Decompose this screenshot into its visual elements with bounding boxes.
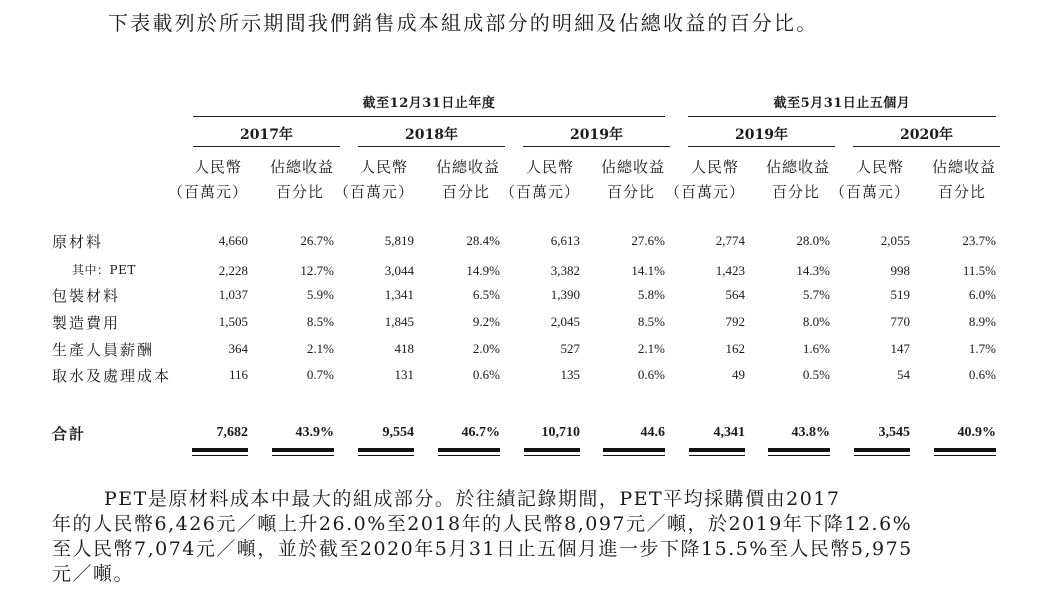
table-cell: 28.0% — [796, 233, 830, 248]
total-double-rule — [934, 448, 996, 456]
table-cell: 54 — [897, 367, 910, 382]
table-cell: 0.6% — [472, 367, 500, 382]
rmb-header-line: 人民幣 — [525, 158, 574, 176]
total-cell: 9,554 — [382, 425, 414, 440]
table-cell: 147 — [890, 341, 910, 356]
table-cell: 131 — [394, 367, 414, 382]
year-header: 2019年 — [735, 127, 788, 143]
paragraph-line-2: 年的人民幣6,426元／噸上升26.0%至2018年的人民幣8,097元／噸，於2019年下降12.6% — [52, 513, 913, 535]
paragraph-line-4: 元／噸。 — [52, 563, 135, 585]
pet-paragraph — [52, 487, 1012, 587]
intro-text: 下表載列於所示期間我們銷售成本組成部分的明細及佔總收益的百分比。 — [108, 11, 819, 35]
pct-header-line: 百分比 — [606, 183, 655, 201]
rmb-header-line: （百萬元） — [665, 183, 746, 201]
rmb-column-header — [500, 155, 580, 205]
table-cell: 14.3% — [796, 263, 830, 278]
table-cell: 2,055 — [880, 233, 910, 248]
total-double-rule — [689, 448, 745, 456]
year-header: 2019年 — [570, 127, 623, 143]
total-double-rule — [603, 448, 665, 456]
pct-column-header — [916, 155, 996, 205]
total-label: 合計 — [52, 425, 87, 443]
year-header: 2017年 — [240, 127, 293, 143]
total-cell: 46.7% — [461, 425, 500, 440]
table-cell: 14.1% — [631, 263, 665, 278]
pct-column-header — [420, 155, 500, 205]
table-cell: 28.4% — [466, 233, 500, 248]
rmb-column-header — [830, 155, 910, 205]
table-cell: 8.5% — [637, 314, 665, 329]
table-cell: 1,423 — [715, 263, 745, 278]
year-rule — [853, 146, 1000, 147]
pct-header-line: 佔總收益 — [435, 158, 500, 176]
row-label: 取水及處理成本 — [52, 367, 172, 385]
table-cell: 5.9% — [306, 287, 334, 302]
total-cell: 44.6 — [640, 425, 665, 440]
table-cell: 1,037 — [218, 287, 248, 302]
year-rule — [358, 146, 505, 147]
table-cell: 23.7% — [962, 233, 996, 248]
pct-header-line: 佔總收益 — [600, 158, 665, 176]
pct-column-header — [585, 155, 665, 205]
table-cell: 26.7% — [300, 233, 334, 248]
table-cell: 5.8% — [637, 287, 665, 302]
rmb-header-line: （百萬元） — [168, 183, 249, 201]
table-cell: 5,819 — [384, 233, 414, 248]
total-double-rule — [768, 448, 830, 456]
table-cell: 2.1% — [637, 341, 665, 356]
year-header: 2018年 — [405, 127, 458, 143]
year-rule — [193, 146, 340, 147]
pct-header-line: 百分比 — [275, 183, 324, 201]
table-cell: 998 — [890, 263, 910, 278]
table-cell: 0.7% — [306, 367, 334, 382]
table-cell: 8.5% — [306, 314, 334, 329]
total-double-rule — [438, 448, 500, 456]
table-cell: 0.6% — [968, 367, 996, 382]
pct-header-line: 佔總收益 — [269, 158, 334, 176]
table-cell: 49 — [732, 367, 745, 382]
table-cell: 116 — [228, 367, 248, 382]
total-cell: 40.9% — [957, 425, 996, 440]
row-label: 其中：PET — [72, 263, 136, 277]
rmb-column-header — [334, 155, 414, 205]
table-cell: 2,045 — [550, 314, 580, 329]
rmb-header-line: （百萬元） — [500, 183, 581, 201]
table-cell: 12.7% — [300, 263, 334, 278]
rmb-header-line: （百萬元） — [334, 183, 415, 201]
total-cell: 3,545 — [878, 425, 910, 440]
rmb-header-line: 人民幣 — [193, 158, 242, 176]
table-cell: 1.6% — [802, 341, 830, 356]
table-cell: 2.1% — [306, 341, 334, 356]
table-cell: 519 — [890, 287, 910, 302]
table-cell: 6.0% — [968, 287, 996, 302]
group-rule — [193, 116, 665, 117]
group-rule — [688, 116, 996, 117]
table-cell: 3,044 — [384, 263, 414, 278]
table-cell: 1,341 — [384, 287, 414, 302]
row-label: 生產人員薪酬 — [52, 341, 155, 359]
table-cell: 418 — [394, 341, 414, 356]
total-cell: 43.9% — [295, 425, 334, 440]
total-cell: 43.8% — [791, 425, 830, 440]
table-cell: 162 — [725, 341, 745, 356]
year-header: 2020年 — [900, 127, 953, 143]
pct-column-header — [254, 155, 334, 205]
table-cell: 11.5% — [962, 263, 996, 278]
pct-header-line: 百分比 — [937, 183, 986, 201]
table-cell: 6.5% — [472, 287, 500, 302]
table-cell: 6,613 — [550, 233, 580, 248]
rmb-header-line: 人民幣 — [359, 158, 408, 176]
pct-header-line: 百分比 — [771, 183, 820, 201]
pct-header-line: 佔總收益 — [765, 158, 830, 176]
row-label: 製造費用 — [52, 314, 121, 332]
table-cell: 14.9% — [466, 263, 500, 278]
pct-column-header — [750, 155, 830, 205]
pct-header-line: 百分比 — [441, 183, 490, 201]
table-cell: 2.0% — [472, 341, 500, 356]
table-cell: 364 — [228, 341, 248, 356]
table-cell: 2,228 — [218, 263, 248, 278]
year-rule — [523, 146, 670, 147]
table-cell: 0.5% — [802, 367, 830, 382]
rmb-header-line: 人民幣 — [690, 158, 739, 176]
row-label: 原材料 — [52, 233, 104, 251]
rmb-column-header — [665, 155, 745, 205]
table-cell: 2,774 — [715, 233, 745, 248]
paragraph-line-1: PET是原材料成本中最大的組成部分。於往績記錄期間，PET平均採購價由2017 — [104, 488, 841, 510]
group-header: 截至12月31日止年度 — [362, 96, 496, 111]
rmb-header-line: （百萬元） — [830, 183, 911, 201]
table-cell: 1,390 — [550, 287, 580, 302]
rmb-header-line: 人民幣 — [855, 158, 904, 176]
total-cell: 7,682 — [216, 425, 248, 440]
table-cell: 0.6% — [637, 367, 665, 382]
group-header: 截至5月31日止五個月 — [773, 96, 911, 111]
table-cell: 1.7% — [968, 341, 996, 356]
table-cell: 9.2% — [472, 314, 500, 329]
rmb-column-header — [168, 155, 248, 205]
pct-header-line: 佔總收益 — [931, 158, 996, 176]
table-cell: 3,382 — [550, 263, 580, 278]
table-cell: 5.7% — [802, 287, 830, 302]
total-double-rule — [272, 448, 334, 456]
table-cell: 527 — [560, 341, 580, 356]
total-cell: 4,341 — [713, 425, 745, 440]
total-double-rule — [358, 448, 414, 456]
table-cell: 27.6% — [631, 233, 665, 248]
row-label: 包裝材料 — [52, 287, 121, 305]
table-cell: 4,660 — [218, 233, 248, 248]
table-cell: 770 — [890, 314, 910, 329]
paragraph-line-3: 至人民幣7,074元／噸，並於截至2020年5月31日止五個月進一步下降15.5%至人民幣5,975 — [52, 538, 913, 560]
table-cell: 1,505 — [218, 314, 248, 329]
table-cell: 792 — [725, 314, 745, 329]
total-cell: 10,710 — [541, 425, 580, 440]
total-double-rule — [524, 448, 580, 456]
total-double-rule — [192, 448, 248, 456]
table-cell: 8.0% — [802, 314, 830, 329]
table-cell: 135 — [560, 367, 580, 382]
year-rule — [688, 146, 835, 147]
table-cell: 564 — [725, 287, 745, 302]
total-double-rule — [854, 448, 910, 456]
table-cell: 1,845 — [384, 314, 414, 329]
table-cell: 8.9% — [968, 314, 996, 329]
